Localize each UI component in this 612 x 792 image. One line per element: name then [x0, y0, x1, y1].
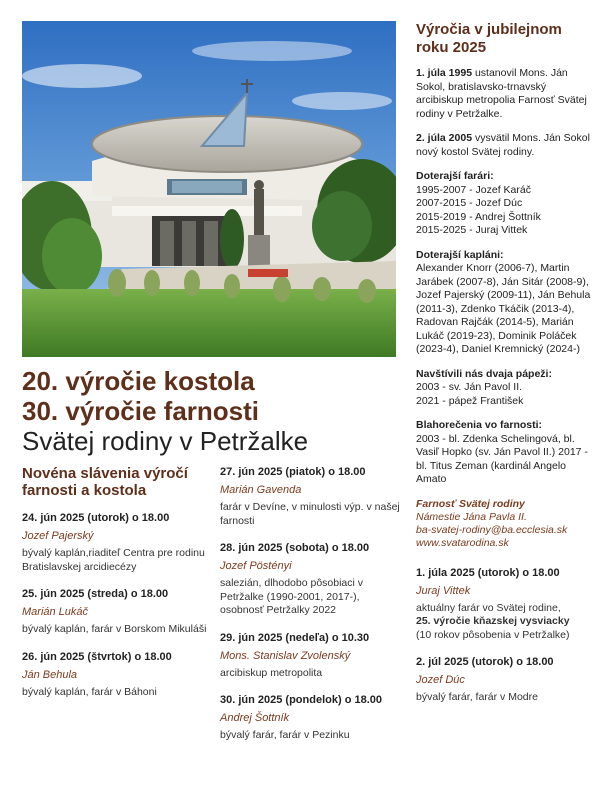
event-description: salezián, dlhodobo pôsobiaci v Petržalke (1990-2001, 2017-), osobnosť Petržalky 2022 [220, 577, 364, 616]
pope-item: 2003 - sv. Ján Pavol II. [416, 381, 523, 393]
event-description [416, 602, 596, 643]
event-date: 28. jún 2025 (sobota) o 18.00 [220, 542, 370, 554]
beatifications-text: 2003 - bl. Zdenka Schelingová, bl. Vasiľ Hopko (sv. Ján Pavol II.) 2017 - bl. Titus Zeman (kardinál Angelo Amato [416, 432, 588, 485]
event-description: arcibiskup metropolita [220, 666, 323, 679]
anniversary-column [416, 21, 596, 718]
beatifications [416, 419, 596, 487]
contact-title: Farnosť Svätej rodiny [416, 497, 525, 510]
event-celebrant: Marián Gavenda [220, 484, 302, 496]
event-date: 1. júla 2025 (utorok) o 18.00 [416, 566, 560, 579]
pope-item: 2021 - pápež František [416, 394, 524, 407]
chaplains-text: Alexander Knorr (2006-7), Martin Jarábek (2007-8), Ján Sitár (2008-9), Jozef Pajerský (2009-11), Ján Behula (2011-3), Zdenko Tkáčik (2013-4), Radovan Rajčák (2014-5), Marián Lukáč (2019-23), Dominik Poláček (2023-4), Daniel Kremnický (2024-) [416, 262, 591, 355]
event-celebrant: Marián Lukáč [22, 606, 89, 618]
anniversary-title: Výročia v jubilejnom roku 2025 [416, 21, 562, 56]
chaplains-list [416, 249, 596, 357]
july-event [416, 655, 596, 705]
event-celebrant: Jozef Pajerský [22, 530, 94, 542]
contact-address: Námestie Jána Pavla II. [416, 510, 527, 523]
july-event [416, 566, 596, 643]
event-highlight: 25. výročie kňazskej vysviacky [416, 615, 570, 627]
novena-event [220, 541, 400, 618]
pastor-item: 2015-2025 - Juraj Vittek [416, 224, 528, 236]
novena-event [220, 465, 400, 528]
novena-column-middle [220, 465, 400, 756]
event-description: bývalý farár, farár v Pezinku [220, 729, 350, 741]
event-description-line: (10 rokov pôsobenia v Petržalke) [416, 628, 570, 641]
anniversary-date: 2. júla 2005 [416, 132, 473, 144]
church-illustration [22, 21, 396, 357]
event-celebrant: Jozef Pöstényi [220, 560, 292, 572]
popes-list [416, 368, 596, 409]
event-description-line: aktuálny farár vo Svätej rodine, [416, 601, 561, 614]
novena-event [22, 587, 212, 637]
pastor-item: 1995-2007 - Jozef Karáč [416, 183, 531, 196]
event-date: 30. jún 2025 (pondelok) o 18.00 [220, 694, 382, 706]
event-celebrant: Mons. Stanislav Zvolenský [220, 649, 351, 662]
contact-email[interactable]: ba-svatej-rodiny@ba.ecclesia.sk [416, 523, 568, 536]
event-celebrant: Ján Behula [22, 668, 78, 681]
event-date: 25. jún 2025 (streda) o 18.00 [22, 588, 169, 600]
pastors-title: Doterajší farári: [416, 170, 494, 182]
event-date: 2. júl 2025 (utorok) o 18.00 [416, 656, 554, 668]
event-description: bývalý kaplán, farár v Borskom Mikuláši [22, 623, 207, 635]
pastors-list [416, 170, 596, 238]
novena-event [22, 511, 212, 574]
anniversary-item [416, 132, 596, 159]
anniversary-date: 1. júla 1995 [416, 67, 473, 79]
novena-title: Novéna slávenia výročí farnosti a kostola [22, 465, 188, 499]
event-date: 26. jún 2025 (štvrtok) o 18.00 [22, 650, 172, 663]
novena-event [220, 631, 400, 681]
event-celebrant: Andrej Šottník [220, 712, 290, 724]
novena-event [22, 650, 212, 700]
contact-website[interactable]: www.svatarodina.sk [416, 536, 509, 549]
event-date: 29. jún 2025 (nedeľa) o 10.30 [220, 631, 370, 644]
event-description: bývalý kaplán,riaditeľ Centra pre rodinu Bratislavskej arcidiecézy [22, 547, 205, 573]
popes-title: Navštívili nás dvaja pápeži: [416, 367, 552, 380]
beatifications-title: Blahorečenia vo farnosti: [416, 419, 543, 431]
event-date: 24. jún 2025 (utorok) o 18.00 [22, 512, 170, 524]
event-date: 27. jún 2025 (piatok) o 18.00 [220, 466, 366, 478]
anniversary-text: vysvätil Mons. Ján Sokol nový kostol Svätej rodiny. [416, 132, 590, 158]
headline-line-church: 20. výročie kostola [22, 366, 255, 396]
event-description: bývalý kaplán, farár v Báhoni [22, 685, 157, 698]
event-description: farár v Devíne, v minulosti výp. v našej farnosti [220, 501, 400, 527]
event-celebrant: Jozef Dúc [416, 674, 465, 686]
headline-line-parish: 30. výročie farnosti [22, 396, 259, 426]
novena-column-left [22, 465, 212, 712]
chaplains-title: Doterajší kapláni: [416, 248, 504, 261]
anniversary-item [416, 67, 596, 121]
pastor-item: 2015-2019 - Andrej Šottník [416, 210, 541, 223]
church-photo [22, 21, 396, 357]
novena-event [220, 693, 400, 743]
headline [22, 366, 402, 456]
event-celebrant: Juraj Vittek [416, 584, 471, 597]
anniversary-text: ustanovil Mons. Ján Sokol, bratislavsko-trnavský arcibiskup metropolia Farnosť Svätej rodiny v Petržalke. [416, 67, 587, 120]
event-description: bývalý farár, farár v Modre [416, 691, 538, 703]
parish-contact [416, 498, 596, 550]
headline-line-name: Svätej rodiny v Petržalke [22, 426, 309, 456]
pastor-item: 2007-2015 - Jozef Dúc [416, 197, 523, 209]
